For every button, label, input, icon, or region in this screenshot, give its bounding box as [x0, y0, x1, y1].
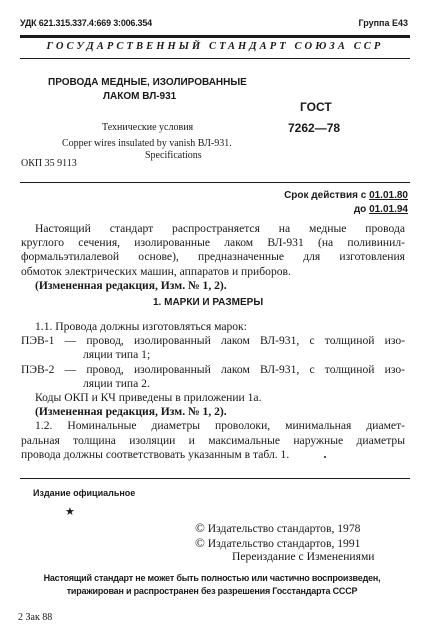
copyright-1	[195, 520, 360, 536]
gost-label: ГОСТ	[300, 100, 332, 114]
clause-1-1: 1.1. Провода должны изготовляться марок:	[35, 320, 247, 333]
official-edition: Издание официальное	[33, 488, 136, 498]
subtitle: Технические условия	[102, 122, 194, 133]
pev2-line-1: ПЭВ-2 — провод, изолированный лаком ВЛ-931, с толщиной изо-	[21, 362, 405, 376]
intro-amendment: (Измененная редакция, Изм. № 1, 2).	[35, 278, 227, 292]
star-mark: ★	[65, 506, 75, 518]
section-heading: 1. МАРКИ И РАЗМЕРЫ	[153, 297, 264, 308]
udk-code: УДК 621.315.337.4:669 3:006.354	[20, 18, 152, 28]
section-1-1	[21, 320, 405, 462]
footer-divider	[20, 478, 410, 479]
title-line-1: ПРОВОДА МЕДНЫЕ, ИЗОЛИРОВАННЫЕ	[48, 77, 247, 88]
copyright-text-2: Издательство стандартов, 1991	[207, 537, 361, 550]
intro-line: Настоящий стандарт распространяется на медные провода	[35, 222, 405, 235]
banner-rule	[20, 58, 410, 59]
pev2-line-2: ляции типа 2.	[83, 376, 150, 390]
order-number: 2 Зак 88	[18, 612, 53, 623]
copyright-icon: ©	[195, 535, 205, 550]
validity-from	[284, 190, 408, 201]
intro-paragraph	[21, 222, 405, 293]
gost-number: 7262—78	[288, 121, 341, 135]
clause-1-2-line: 1.2. Номинальные диаметры проволоки, минимальная диамет-	[35, 419, 405, 433]
english-title-1: Copper wires insulated by vanish ВЛ-931.	[62, 138, 232, 149]
reprint-note: Переиздание с Изменениями	[232, 550, 375, 563]
group-code: Группа Е43	[358, 18, 408, 28]
copyright-icon: ©	[195, 520, 205, 535]
okp-code: ОКП 35 9113	[21, 158, 77, 169]
reproduction-notice-2: тиражирован и распространен без разрешения Госстандарта СССР	[66, 586, 358, 596]
intro-line: обмоток электрических машин, аппаратов и приборов.	[21, 264, 291, 278]
clause-1-2-line: провода должны соответствовать указанным в табл. 1.	[21, 447, 290, 461]
header-divider	[20, 182, 410, 183]
state-standard-banner: ГОСУДАРСТВЕННЫЙ СТАНДАРТ СОЮЗА ССР	[46, 41, 384, 52]
section-amendment: (Измененная редакция, Изм. № 1, 2).	[35, 405, 227, 419]
validity-to-date: 01.01.94	[369, 204, 408, 215]
okp-codes-note: Коды ОКП и КЧ приведены в приложении 1а.	[35, 391, 262, 405]
validity-label: Срок действия	[284, 190, 358, 201]
speck-mark	[324, 456, 326, 458]
reproduction-notice-1: Настоящий стандарт не может быть полностью или частично воспроизведен,	[43, 573, 381, 583]
intro-line: круглого сечения, изолированные лаком ВЛ-931 (на поливинил-	[21, 236, 405, 250]
validity-from-prefix: с	[360, 190, 367, 201]
copyright-text-1: Издательство стандартов, 1978	[207, 522, 361, 535]
english-title-2: Specifications	[145, 150, 202, 161]
pev1-line-1: ПЭВ-1 — провод, изолированный лаком ВЛ-931, с толщиной изо-	[21, 334, 405, 348]
validity-to	[354, 204, 408, 215]
validity-from-date: 01.01.80	[369, 190, 408, 201]
clause-1-2-line: ральная толщина изоляции и максимальные наружные диаметры	[21, 433, 405, 447]
copyright-2	[195, 535, 360, 551]
intro-line: формальэтилалевой основе), предназначенные для изготовления	[21, 250, 405, 264]
top-rule	[20, 35, 410, 38]
validity-to-prefix: до	[353, 204, 367, 215]
title-line-2: ЛАКОМ ВЛ-931	[103, 91, 177, 102]
pev1-line-2: ляции типа 1;	[83, 348, 151, 362]
